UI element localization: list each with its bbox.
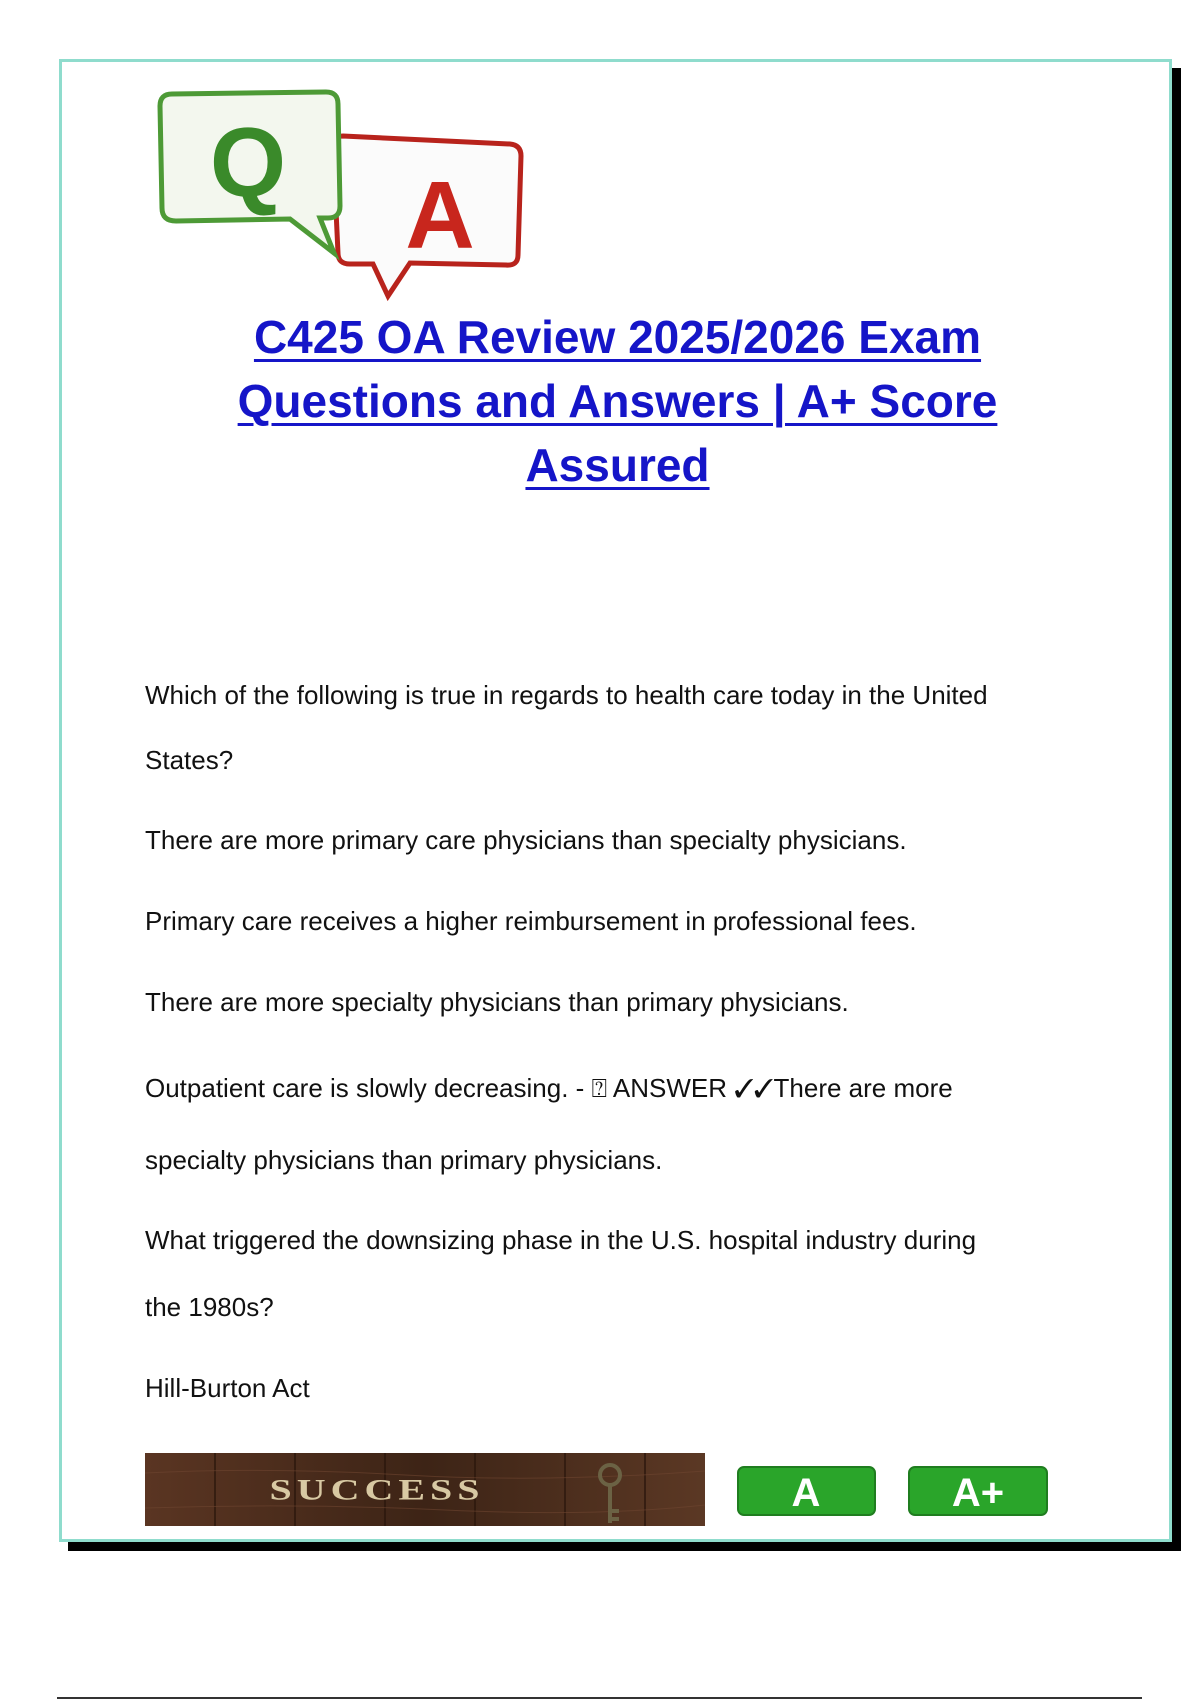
question-text-cont: the 1980s? [145,1292,274,1322]
grade-a-plus-label: A+ [951,1471,1005,1515]
answer-option: Hill-Burton Act [145,1373,310,1403]
qa-logo [148,88,528,303]
question-text: Which of the following is true in regards to health care today in the United [145,680,988,710]
answer-option: There are more primary care physicians than specialty physicians. [145,825,907,855]
answer-bubble-icon [333,136,521,296]
answer-option-with-answer: Outpatient care is slowly decreasing. - ⍰ ANSWER ✓✓There are more [145,1073,953,1103]
title-line-1[interactable]: C425 OA Review 2025/2026 Exam [253,311,982,363]
answer-text-cont: specialty physicians than primary physicians. [145,1145,663,1175]
grade-a-plus-badge [908,1466,1048,1516]
question-bubble-icon [160,92,340,253]
grade-a-badge [737,1466,876,1516]
answer-option: There are more specialty physicians than primary physicians. [145,987,849,1017]
answer-option: Primary care receives a higher reimbursement in professional fees. [145,906,917,936]
answer-letter: A [405,162,475,269]
question-letter: Q [209,107,287,217]
document-title [150,305,1085,497]
grade-a-label: A [791,1471,821,1515]
title-line-3[interactable]: Assured [525,439,710,491]
success-text: SUCCESS [269,1472,485,1507]
question-text: What triggered the downsizing phase in the U.S. hospital industry during [145,1225,977,1255]
question-text-cont: States? [145,745,234,775]
title-line-2[interactable]: Questions and Answers | A+ Score [237,375,998,427]
success-banner [145,1453,705,1526]
bottom-rule [57,1697,1142,1699]
